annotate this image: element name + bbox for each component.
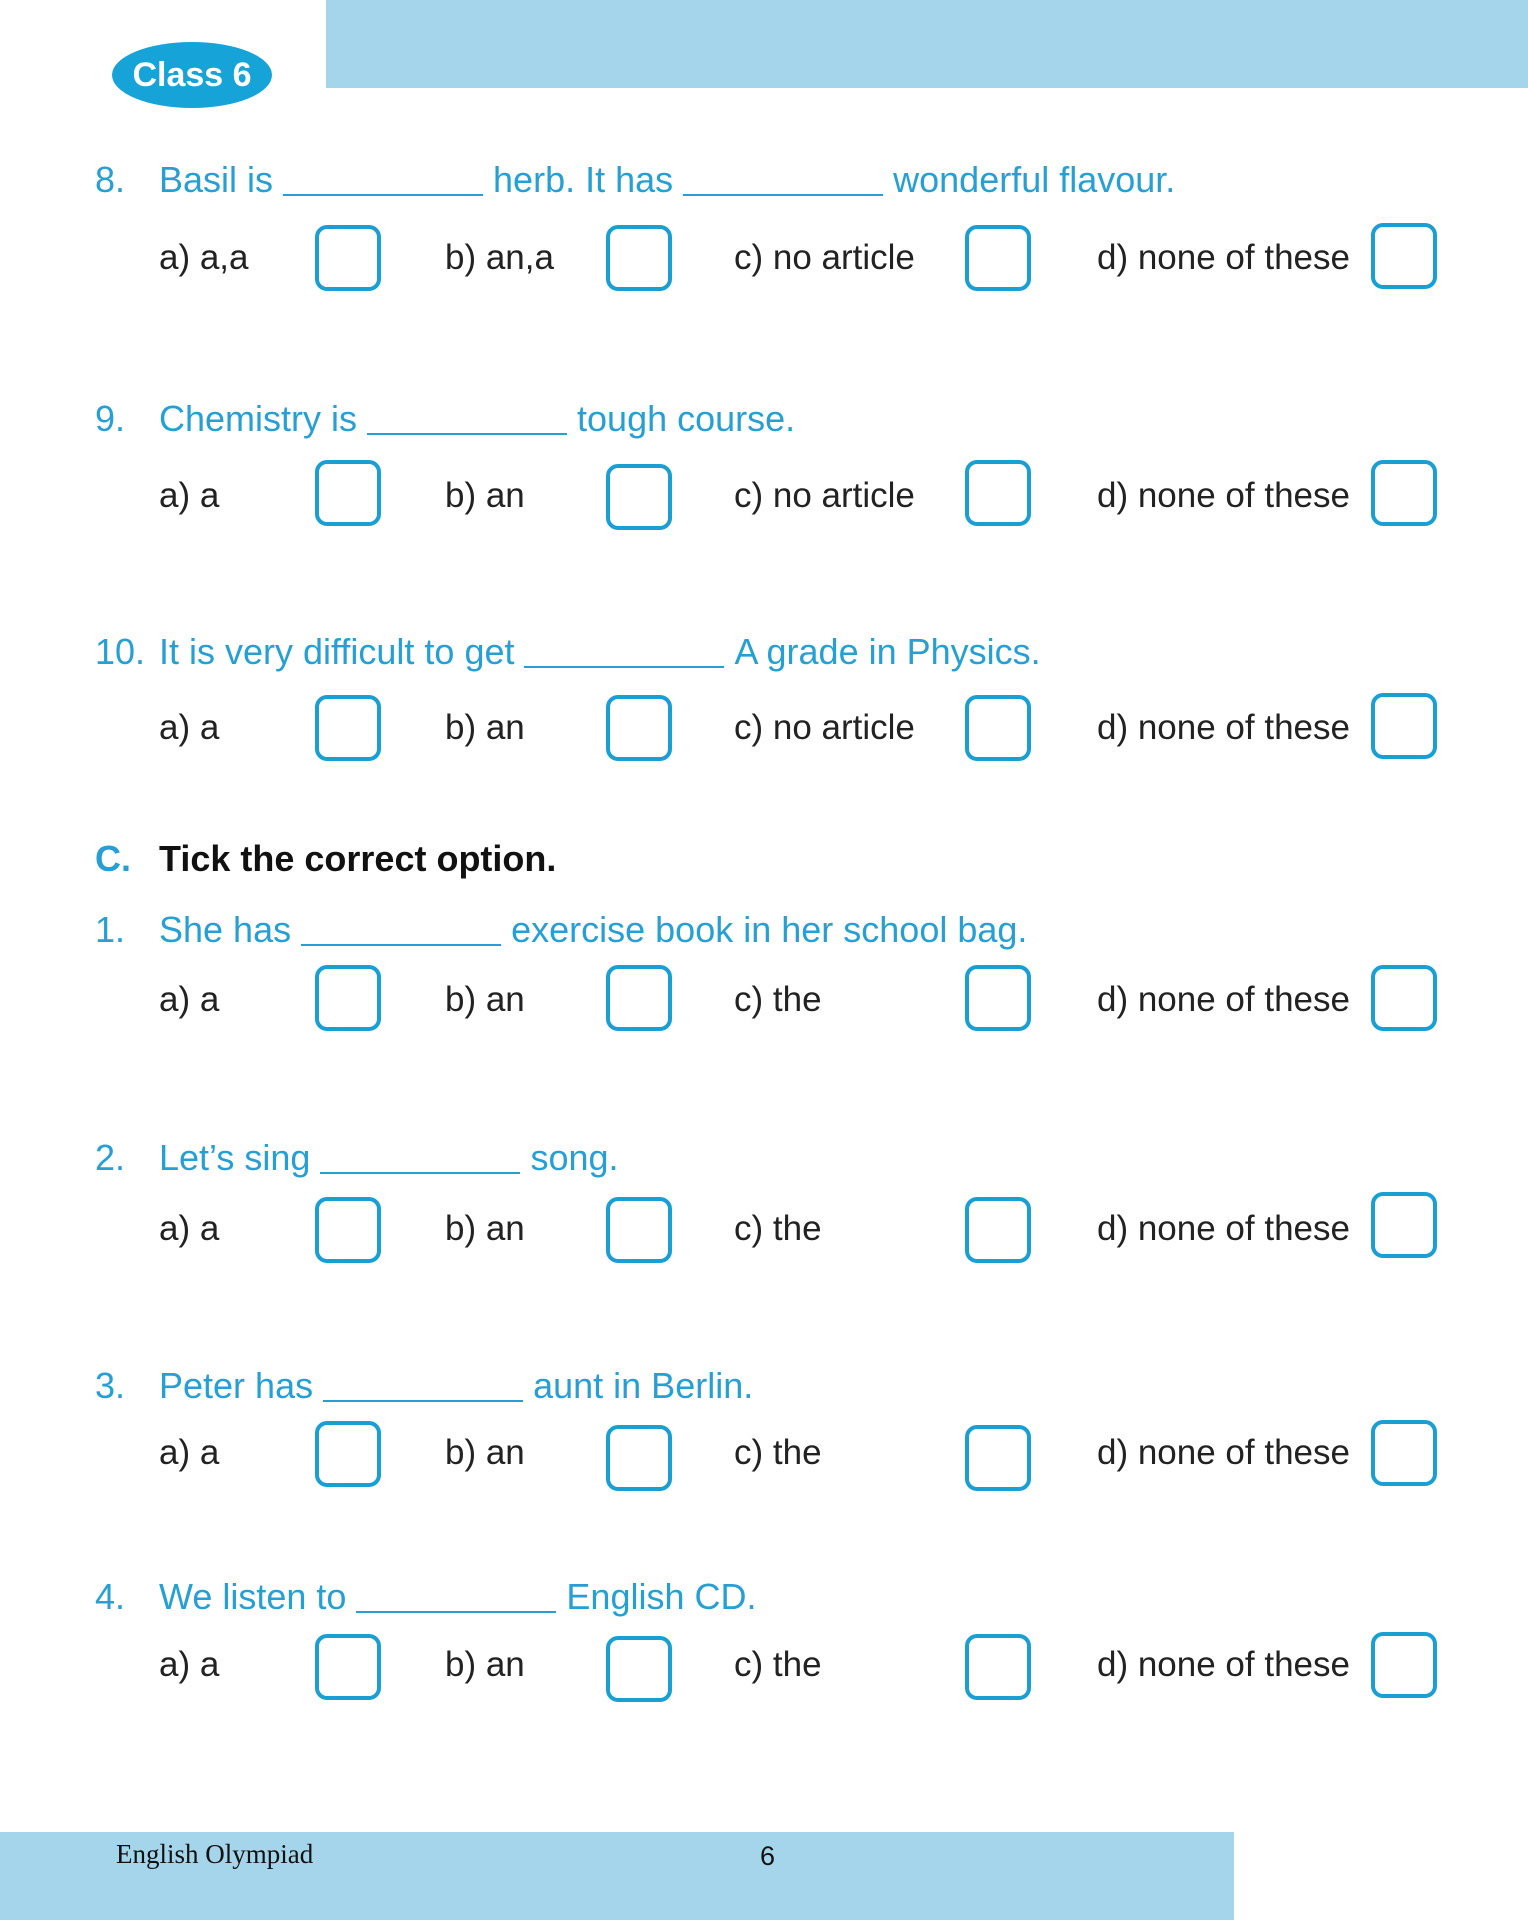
answer-blank[interactable] [683,194,883,196]
option-label-b: b) an [445,1433,525,1472]
option-label-a: a) a [159,708,220,747]
question-c1 [0,907,1528,1057]
question-number: 3. [95,1365,126,1406]
answer-blank[interactable] [301,944,501,946]
option-checkbox-c[interactable] [965,1634,1031,1700]
option-label-c: c) the [734,1209,822,1248]
option-checkbox-d[interactable] [1371,223,1437,289]
option-checkbox-d[interactable] [1371,1420,1437,1486]
header-band [326,0,1528,88]
option-label-d: d) none of these [1097,1645,1350,1684]
option-label-d: d) none of these [1097,476,1350,515]
page-number: 6 [760,1841,776,1871]
question-c3 [0,1363,1528,1513]
option-label-d: d) none of these [1097,1209,1350,1248]
question-10 [0,629,1528,779]
option-label-c: c) no article [734,708,915,747]
answer-blank[interactable] [367,433,567,435]
question-text [95,629,1041,675]
option-label-c: c) no article [734,476,915,515]
option-checkbox-c[interactable] [965,225,1031,291]
option-label-d: d) none of these [1097,980,1350,1019]
question-stem-after: tough course. [577,398,796,439]
class-badge: Class 6 [112,42,272,108]
option-checkbox-b[interactable] [606,225,672,291]
option-label-b: b) an [445,1645,525,1684]
option-label-b: b) an [445,1209,525,1248]
question-number: 4. [95,1576,126,1617]
option-label-a: a) a [159,980,220,1019]
question-stem-before: We listen to [159,1576,347,1617]
question-stem-after: English CD. [566,1576,757,1617]
question-stem-before: Basil is [159,159,274,200]
question-stem-after: exercise book in her school bag. [511,909,1028,950]
question-c4 [0,1574,1528,1724]
question-stem-after: aunt in Berlin. [533,1365,754,1406]
question-stem-after: A grade in Physics. [734,631,1041,672]
section-letter: C. [95,838,131,879]
option-checkbox-a[interactable] [315,1197,381,1263]
option-label-d: d) none of these [1097,1433,1350,1472]
section-c-heading [95,836,556,882]
option-checkbox-a[interactable] [315,695,381,761]
option-checkbox-a[interactable] [315,225,381,291]
question-stem-before: Let’s sing [159,1137,311,1178]
answer-blank[interactable] [356,1611,556,1613]
question-c2 [0,1135,1528,1285]
question-stem-after: wonderful flavour. [893,159,1176,200]
question-number: 8. [95,159,126,200]
question-stem-before: She has [159,909,292,950]
option-label-b: b) an [445,980,525,1019]
option-label-a: a) a [159,1433,220,1472]
option-label-b: b) an [445,708,525,747]
answer-blank[interactable] [524,666,724,668]
option-checkbox-c[interactable] [965,1197,1031,1263]
question-text [95,396,795,442]
option-checkbox-d[interactable] [1371,1632,1437,1698]
question-number: 10. [95,631,146,672]
option-checkbox-d[interactable] [1371,1192,1437,1258]
question-stem-before: Peter has [159,1365,314,1406]
option-checkbox-c[interactable] [965,695,1031,761]
option-checkbox-a[interactable] [315,1634,381,1700]
option-checkbox-b[interactable] [606,695,672,761]
option-checkbox-a[interactable] [315,460,381,526]
question-number: 2. [95,1137,126,1178]
option-checkbox-c[interactable] [965,1425,1031,1491]
option-label-d: d) none of these [1097,708,1350,747]
option-label-b: b) an,a [445,238,554,277]
question-number: 1. [95,909,126,950]
option-checkbox-c[interactable] [965,460,1031,526]
question-text [95,1574,757,1620]
option-checkbox-d[interactable] [1371,965,1437,1031]
question-stem-after: song. [530,1137,619,1178]
option-checkbox-d[interactable] [1371,693,1437,759]
option-label-a: a) a [159,476,220,515]
option-checkbox-a[interactable] [315,1421,381,1487]
question-text [95,1135,619,1181]
question-9 [0,396,1528,546]
answer-blank[interactable] [323,1400,523,1402]
question-text [95,157,1175,203]
section-instruction: Tick the correct option. [159,838,557,879]
footer-title: English Olympiad [116,1839,314,1869]
option-checkbox-c[interactable] [965,965,1031,1031]
option-label-c: c) the [734,980,822,1019]
question-stem-before: It is very difficult to get [159,631,515,672]
option-label-c: c) the [734,1645,822,1684]
option-checkbox-b[interactable] [606,1197,672,1263]
question-text [95,1363,753,1409]
option-checkbox-b[interactable] [606,965,672,1031]
question-8 [0,157,1528,307]
question-number: 9. [95,398,126,439]
option-label-c: c) the [734,1433,822,1472]
option-label-a: a) a,a [159,238,249,277]
option-checkbox-d[interactable] [1371,460,1437,526]
option-checkbox-b[interactable] [606,1636,672,1702]
option-label-a: a) a [159,1645,220,1684]
answer-blank[interactable] [320,1172,520,1174]
question-stem-before: Chemistry is [159,398,358,439]
option-label-a: a) a [159,1209,220,1248]
question-stem-middle: herb. It has [493,159,674,200]
option-label-d: d) none of these [1097,238,1350,277]
question-text [95,907,1027,953]
option-label-b: b) an [445,476,525,515]
option-label-c: c) no article [734,238,915,277]
option-checkbox-b[interactable] [606,464,672,530]
option-checkbox-b[interactable] [606,1425,672,1491]
answer-blank[interactable] [283,194,483,196]
option-checkbox-a[interactable] [315,965,381,1031]
